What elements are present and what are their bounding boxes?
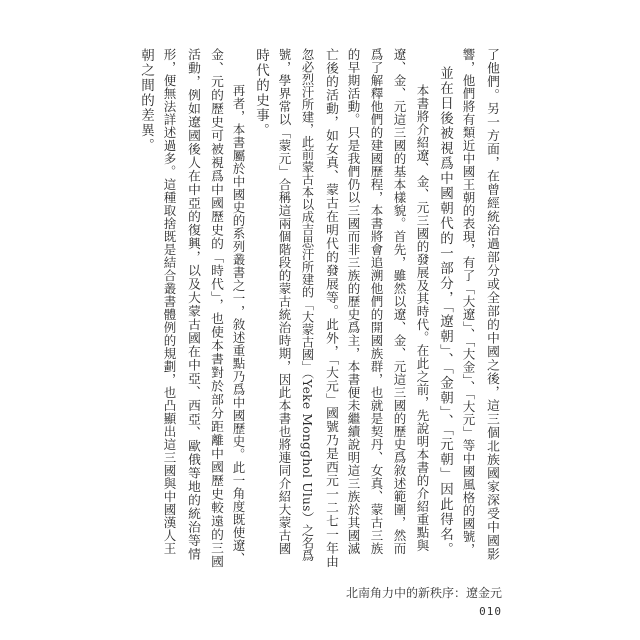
text-column: 了他們。另一方面，在曾經統治過部分或全部的中國之後，這三個北族國家深受中國影 <box>484 48 499 561</box>
running-head: 北南角力中的新秩序：遼金元 <box>345 586 502 600</box>
text-column: 形，便無法詳述過多。這種取捨既是結合叢書體例的規劃，也凸顯出這三國與中國漢人王 <box>162 48 177 555</box>
text-column: 時代的史事。 <box>253 48 269 138</box>
text-column: 金、元的歷史可被視爲中國歷史的「時代」，也使本書對於部分距離中國歷史較遠的三國 <box>208 48 223 569</box>
body-text <box>138 48 500 569</box>
text-column: 號，學界常以「蒙元」合稱這兩個階段的蒙古統治時期，因此本書也將連同介紹大蒙古國 <box>277 48 292 555</box>
text-column: 響，他們將有類近中國王朝的表現，有了「大遼」、「大金」、「大元」等中國風格的國號， <box>461 48 476 556</box>
text-column: 朝之間的差異。 <box>138 48 154 153</box>
text-column: 忽必烈汗所建，此前蒙古本以成吉思汗所建的「大蒙古國」（Yeke Mongghol Ulus）之名爲 <box>300 48 314 562</box>
text-column: 再者，本書屬於中國史的系列叢書之一，敘述重點乃爲中國歷史。此一角度既使遼、 <box>231 84 246 565</box>
text-column: 遼、金、元這三國的基本樣貌。首先，雖然以遼、金、元這三國的歷史爲敘述範圍，然而 <box>392 48 407 555</box>
text-column: 本書將介紹遼、金、元三國的發展及其時代。在此之前，先說明本書的介紹重點與 <box>415 84 430 552</box>
page-number: 010 <box>479 605 502 618</box>
text-column: 亡後的活動，如女真、蒙古在明代的發展等。此外，「大元」國號乃是西元一二七一年由 <box>323 48 338 569</box>
text-column: 活動，例如遼國後人在中亞的復興，以及大蒙古國在中亞、西亞、歐俄等地的統治等情 <box>185 48 200 561</box>
text-column: 並在日後被視爲中國朝代的一部分，「遼朝」、「金朝」、「元朝」因此得名。 <box>437 66 453 558</box>
text-column: 的早期活動。只是我們仍以三國而非三族的歷史爲主，本書便未繼續說明這三族於其國滅 <box>346 48 361 555</box>
text-column: 爲了解釋他們的建國歷程，本書將會追溯他們的開國族群，也就是契丹、女真、蒙古三族 <box>369 48 384 555</box>
